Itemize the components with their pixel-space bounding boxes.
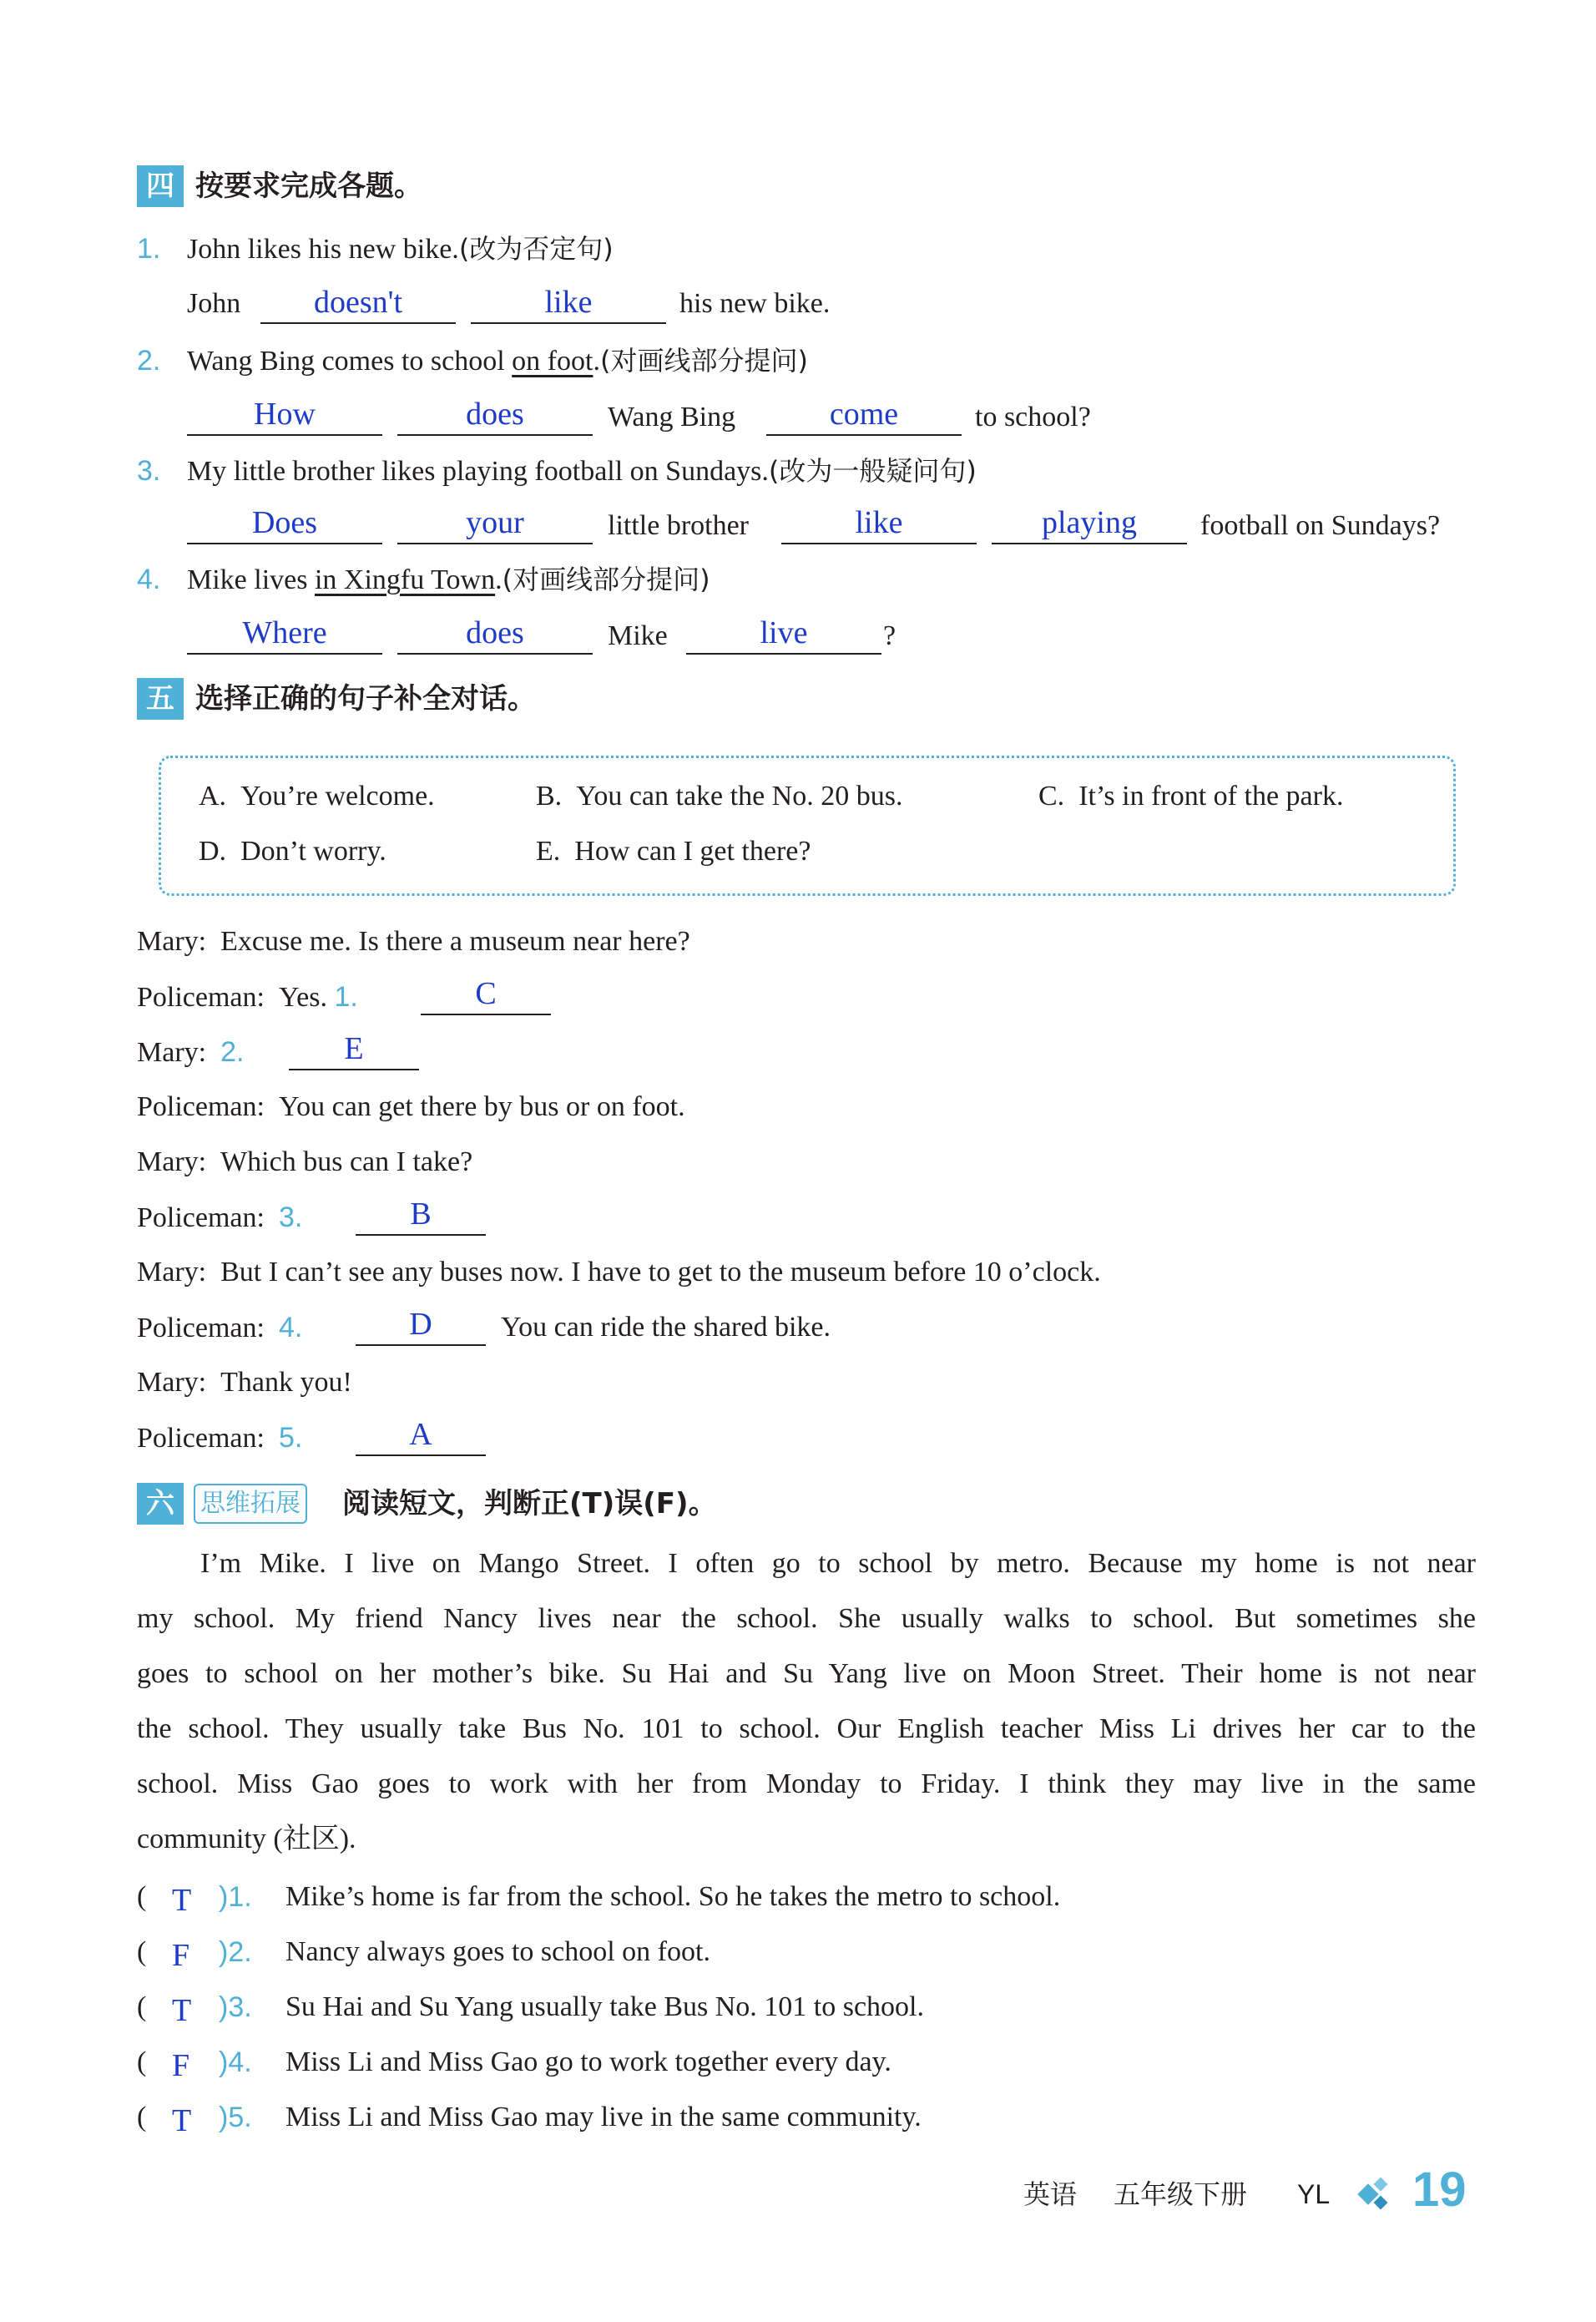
question-text: Mike lives in Xingfu Town.(对画线部分提问) [187, 564, 710, 595]
option-e: E. How can I get there? [536, 836, 811, 867]
option-d: D. Don’t worry. [199, 836, 386, 867]
dialogue-line: Policeman: You can get there by bus or on foot. [137, 1091, 685, 1122]
answer-blank[interactable]: How [187, 396, 382, 436]
sentence-suffix: football on Sundays? [1200, 510, 1441, 541]
sentence-suffix: his new bike. [679, 288, 831, 319]
answer-blank[interactable]: your [397, 504, 593, 544]
section-5-badge: 五 [137, 678, 184, 720]
dialogue-line: Policeman: 4. [137, 1312, 303, 1343]
item-number: 2. [137, 345, 161, 377]
footer-subject: 英语 [1023, 2178, 1078, 2210]
answer-blank[interactable]: like [471, 284, 666, 324]
answer-blank[interactable]: like [781, 504, 977, 544]
item-number: 3. [137, 455, 161, 487]
dialogue-line: Policeman: 3. [137, 1201, 303, 1233]
answer-blank[interactable]: Does [187, 504, 382, 544]
judgement-answer[interactable]: T [172, 2103, 192, 2138]
option-b: B. You can take the No. 20 bus. [536, 781, 903, 812]
sentence-middle: Mike [608, 620, 668, 651]
dialogue-line: Policeman: Yes. 1. [137, 981, 358, 1013]
footer-grade: 五年级下册 [1114, 2178, 1248, 2210]
judgement-answer[interactable]: T [172, 1993, 192, 2028]
judgement-number: )2. [219, 1936, 252, 1968]
sentence-suffix: ? [883, 620, 896, 651]
judgement-text: Miss Li and Miss Gao go to work together every day. [285, 2046, 891, 2077]
section-4-badge: 四 [137, 165, 184, 207]
answer-blank[interactable]: does [397, 396, 593, 436]
dialogue-line: Policeman: 5. [137, 1422, 303, 1454]
judgement-text: Mike’s home is far from the school. So he takes the metro to school. [285, 1881, 1061, 1912]
judgement-answer[interactable]: T [172, 1883, 192, 1918]
paren-open: ( [137, 2046, 147, 2077]
paren-open: ( [137, 1936, 147, 1967]
footer-edition: YL [1297, 2179, 1331, 2209]
sentence-middle: Wang Bing [608, 402, 736, 433]
answer-blank[interactable]: D [356, 1306, 486, 1346]
reading-passage: I’m Mike. I live on Mango Street. I often go to school by metro. Because my home is not near my school. My friend Nancy lives near the school. She usually walks to school. But sometimes she goes to school on her mother’s bike. Su Hai and Su Yang live on Moon Street. Their home is not near the school. They usually take Bus No. 101 to school. Our English teacher Miss Li drives her car to the school. Miss Gao goes to work with her from Monday to Friday. I think they may live in the same community (社区). [137, 1548, 1476, 1854]
diamond-logo-icon [1357, 2176, 1394, 2213]
answer-blank[interactable]: E [289, 1030, 419, 1070]
question-text: Wang Bing comes to school on foot.(对画线部分提问) [187, 345, 808, 377]
section-4-title: 按要求完成各题。 [195, 169, 422, 203]
judgement-answer[interactable]: F [172, 1938, 190, 1973]
answer-blank[interactable]: Where [187, 615, 382, 655]
answer-blank[interactable]: doesn't [260, 284, 456, 324]
paren-open: ( [137, 1991, 147, 2022]
item-number: 4. [137, 564, 161, 595]
judgement-text: Nancy always goes to school on foot. [285, 1936, 710, 1967]
answer-blank[interactable]: B [356, 1196, 486, 1236]
dialogue-line: Mary: But I can’t see any buses now. I have to get to the museum before 10 o’clock. [137, 1257, 1101, 1287]
judgement-text: Su Hai and Su Yang usually take Bus No. 101 to school. [285, 1991, 924, 2022]
question-text: John likes his new bike.(改为否定句) [187, 233, 614, 265]
dialogue-line: Mary: Which bus can I take? [137, 1146, 473, 1177]
option-a: A. You’re welcome. [199, 781, 435, 812]
answer-blank[interactable]: does [397, 615, 593, 655]
dialogue-line: Mary: Excuse me. Is there a museum near here? [137, 926, 690, 957]
answer-blank[interactable]: come [766, 396, 962, 436]
dialogue-line: Mary: 2. [137, 1036, 245, 1068]
question-text: My little brother likes playing football on Sundays.(改为一般疑问句) [187, 455, 977, 487]
options-box [159, 756, 1456, 896]
judgement-number: )1. [219, 1881, 252, 1913]
dialogue-line: Mary: Thank you! [137, 1367, 352, 1398]
dialogue-continuation: You can ride the shared bike. [501, 1312, 831, 1343]
section-6-title: 阅读短文，判断正(T)误(F)。 [342, 1487, 717, 1520]
answer-blank[interactable]: A [356, 1416, 486, 1456]
paren-open: ( [137, 1881, 147, 1912]
paren-open: ( [137, 2102, 147, 2132]
sentence-middle: little brother [608, 510, 750, 541]
judgement-number: )4. [219, 2046, 252, 2078]
answer-blank[interactable]: playing [992, 504, 1187, 544]
thinking-extension-tag: 思维拓展 [194, 1484, 307, 1524]
sentence-suffix: to school? [975, 402, 1091, 433]
answer-blank[interactable]: live [686, 615, 881, 655]
judgement-answer[interactable]: F [172, 2048, 190, 2083]
page-number: 19 [1412, 2163, 1467, 2217]
answer-blank[interactable]: C [421, 975, 551, 1015]
section-5-title: 选择正确的句子补全对话。 [195, 682, 536, 716]
sentence-prefix: John [187, 288, 241, 319]
section-6-badge: 六 [137, 1483, 184, 1525]
judgement-number: )5. [219, 2102, 252, 2133]
option-c: C. It’s in front of the park. [1038, 781, 1344, 812]
judgement-number: )3. [219, 1991, 252, 2023]
judgement-text: Miss Li and Miss Gao may live in the same community. [285, 2102, 922, 2132]
item-number: 1. [137, 233, 161, 265]
